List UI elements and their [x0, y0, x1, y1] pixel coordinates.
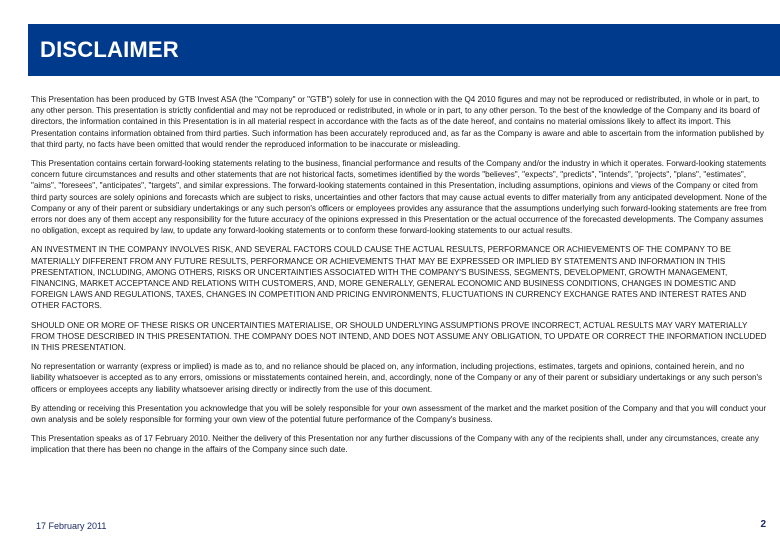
footer-date: 17 February 2011	[36, 521, 107, 531]
page-title: DISCLAIMER	[40, 37, 179, 62]
paragraph-uncertainties: SHOULD ONE OR MORE OF THESE RISKS OR UNCERTAINTIES MATERIALISE, OR SHOULD UNDERLYING ASSUMPTIONS PROVE INCORRECT, ACTUAL RESULTS MAY VARY MATERIALLY FROM THOSE DESCRIBED IN THIS PRESENTATION. THE COMPANY DOES NOT INTEND, AND DOES NOT ASSUME ANY OBLIGATION, TO UPDATE OR CORRECT THE INFORMATION INCLUDED IN THIS PRESENTATION.	[31, 320, 767, 353]
paragraph-acknowledgement: By attending or receiving this Presentation you acknowledge that you will be solely responsible for your own assessment of the market and the market position of the Company and that you will conduct your own analysis and be solely responsible for forming your own view of the potential future performance of the Company's business.	[31, 403, 767, 425]
page-number: 2	[760, 519, 766, 530]
paragraph-no-warranty: No representation or warranty (express or implied) is made as to, and no reliance should be placed on, any information, including projections, estimates, targets and opinions, contained herein, and no liability whatsoever is accepted as to any errors, omissions or misstatements contained herein, and, accordingly, none of the Company or any of their parent or subsidiary undertakings or any such person's officers or employees accepts any liability whatsoever arising directly or indirectly from the use of this document.	[31, 362, 763, 394]
paragraph-intro: This Presentation has been produced by GTB Invest ASA (the "Company" or "GTB") solely for use in connection with the Q4 2010 figures and may not be reproduced or redistributed, in whole or in part, to any other person. This presentation is strictly confidential and may not be reproduced or redistributed, in whole or in part, to any other person. To the best of the knowledge of the Company and its board of directors, the information contained in this Presentation is in all material respect in accordance with the facts as of the date hereof, and contains no material omissions likely to affect its import. This Presentation contains information obtained from third parties. Such information has been accurately reproduced and, as far as the Company is aware and able to ascertain from the information published by that third party, no facts have been omitted that would render the reproduced information to be inaccurate or misleading.	[31, 95, 764, 149]
paragraph-investment-risk: AN INVESTMENT IN THE COMPANY INVOLVES RISK, AND SEVERAL FACTORS COULD CAUSE THE ACTUAL RESULTS, PERFORMANCE OR ACHIEVEMENTS OF THE COMPANY TO BE MATERIALLY DIFFERENT FROM ANY FUTURE RESULTS, PERFORMANCE OR ACHIEVEMENTS THAT MAY BE EXPRESSED OR IMPLIED BY STATEMENTS AND INFORMATION IN THIS PRESENTATION, INCLUDING, AMONG OTHERS, RISKS OR UNCERTAINTIES ASSOCIATED WITH THE COMPANY'S BUSINESS, SEGMENTS, DEVELOPMENT, GROWTH MANAGEMENT, FINANCING, MARKET ACCEPTANCE AND RELATIONS WITH CUSTOMERS, AND, MORE GENERALLY, GENERAL ECONOMIC AND BUSINESS CONDITIONS, CHANGES IN DOMESTIC AND FOREIGN LAWS AND REGULATIONS, TAXES, CHANGES IN COMPETITION AND PRICING ENVIRONMENTS, FLUCTUATIONS IN CURRENCY EXCHANGE RATES AND INTEREST RATES AND OTHER FACTORS.	[31, 245, 747, 311]
paragraph-date-statement: This Presentation speaks as of 17 February 2010. Neither the delivery of this Presentation nor any further discussions of the Company with any of the recipients shall, under any circumstances, create any implication that there has been no change in the affairs of the Company since such date.	[31, 434, 759, 455]
paragraph-forward-looking: This Presentation contains certain forward-looking statements relating to the business, financial performance and results of the Company and/or the industry in which it operates. Forward-looking statements concern future circumstances and results and other statements that are not historical facts, sometimes identified by the words "believes", "expects", "predicts", "intends", "projects", "plans", "estimates", "aims", "foresees", "anticipates", "targets", and similar expressions. The forward-looking statements contained in this Presentation, including assumptions, opinions and views of the Company or cited from third party sources are solely opinions and forecasts which are subject to risks, uncertainties and other factors that may cause actual events to differ materially from any anticipated development. None of the Company or any of their parent or subsidiary undertakings or any such person's officers or employees provides any assurance that the assumptions underlying such forward-looking statements are free from errors nor does any of them accept any responsibility for the future accuracy of the opinions expressed in this Presentation or the actual occurrence of the forecasted developments. The Company assumes no obligation, except as required by law, to update any forward-looking statements or to conform these forward-looking statements to our actual results.	[31, 159, 767, 236]
disclaimer-body	[31, 94, 769, 464]
